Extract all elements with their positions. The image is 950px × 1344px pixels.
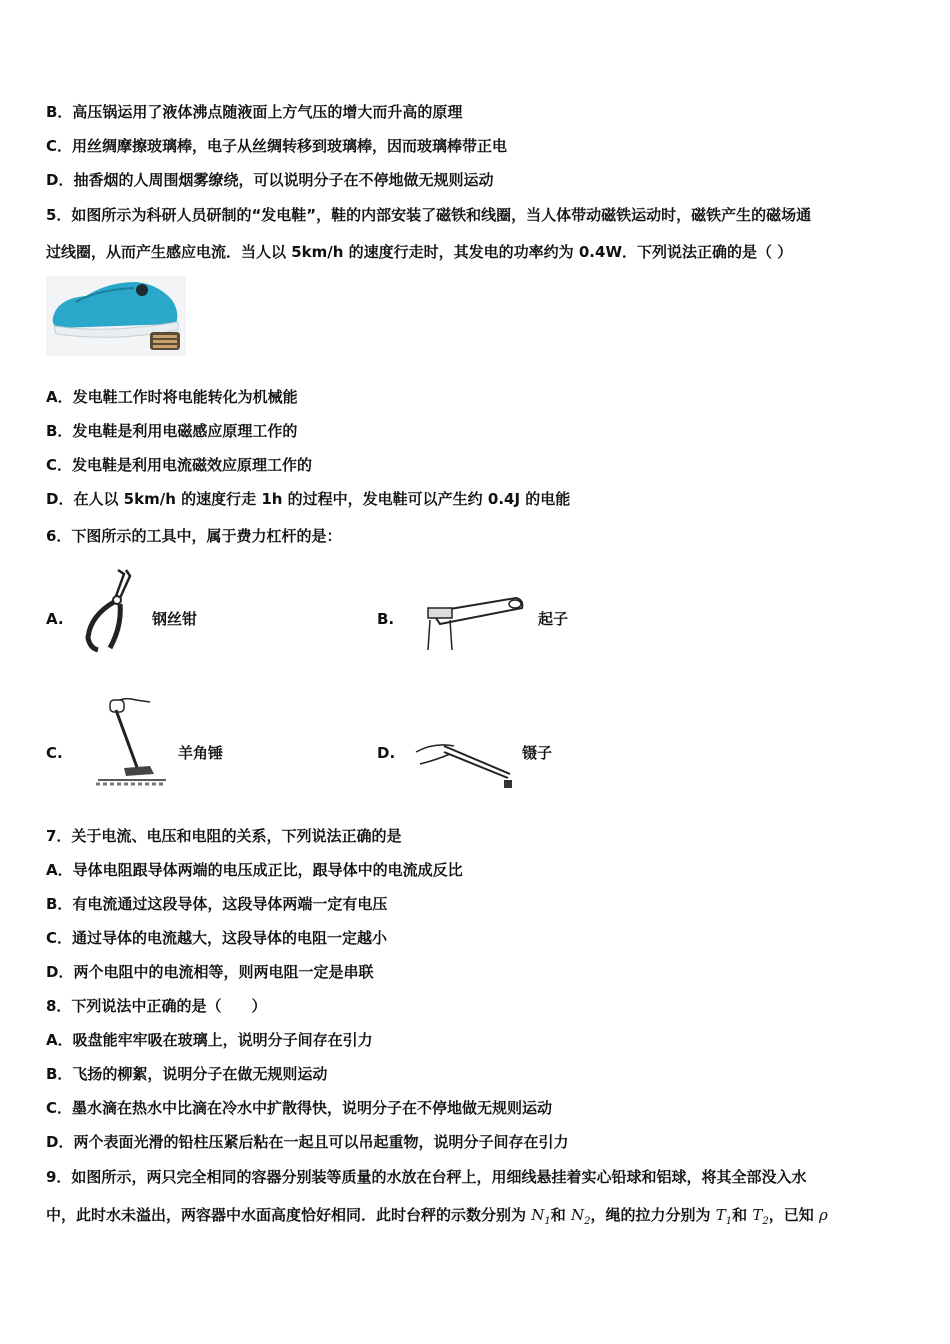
q5-option-b: B．发电鞋是利用电磁感应原理工作的 (46, 422, 298, 440)
q4-option-d: D．抽香烟的人周围烟雾缭绕，可以说明分子在不停地做无规则运动 (46, 171, 494, 189)
q6-option-a-name: 钢丝钳 (152, 610, 198, 628)
var-n2-sub: 2 (584, 1216, 591, 1227)
q5-option-a: A．发电鞋工作时将电能转化为机械能 (46, 388, 298, 406)
q7-option-b: B．有电流通过这段导体，这段导体两端一定有电压 (46, 895, 388, 913)
q8-option-c: C．墨水滴在热水中比滴在冷水中扩散得快，说明分子在不停地做无规则运动 (46, 1099, 553, 1117)
q9-text-post: ，已知 (768, 1206, 819, 1224)
var-t1-sub: 1 (725, 1216, 733, 1227)
q8-option-b: B．飞扬的柳絮，说明分子在做无规则运动 (46, 1065, 328, 1083)
var-t2-sub: 2 (762, 1216, 769, 1227)
var-rho: ρ (818, 1206, 828, 1224)
q6-option-d-letter: D. (377, 744, 396, 762)
claw-hammer-figure (96, 690, 168, 790)
q5-option-d: D．在人以 5km/h 的速度行走 1h 的过程中，发电鞋可以产生约 0.4J 的电能 (46, 490, 571, 508)
pliers-figure (80, 566, 140, 656)
q4-option-c: C．用丝绸摩擦玻璃棒，电子从丝绸转移到玻璃棒，因而玻璃棒带正电 (46, 137, 508, 155)
q4-option-b: B．高压锅运用了液体沸点随液面上方气压的增大而升高的原理 (46, 103, 463, 121)
q8-stem: 8．下列说法中正确的是（ ） (46, 997, 267, 1015)
q5-stem-line2: 过线圈，从而产生感应电流．当人以 5km/h 的速度行走时，其发电的功率约为 0.4W．下列说法正确的是（ ） (46, 243, 793, 261)
q6-option-c-name: 羊角锤 (178, 744, 224, 762)
q9-stem-line1: 9．如图所示，两只完全相同的容器分别装等质量的水放在台秤上，用细线悬挂着实心铅球和铝球，将其全部没入水 (46, 1168, 807, 1186)
q9-stem-line2 (46, 1205, 828, 1232)
q6-option-d-name: 镊子 (522, 744, 553, 762)
q6-option-b-name: 起子 (538, 610, 569, 628)
tweezers-figure (414, 730, 520, 792)
q7-option-c: C．通过导体的电流越大，这段导体的电阻一定越小 (46, 929, 388, 947)
q7-option-d: D．两个电阻中的电流相等，则两电阻一定是串联 (46, 963, 374, 981)
q7-option-a: A．导体电阻跟导体两端的电压成正比，跟导体中的电流成反比 (46, 861, 463, 879)
q8-option-d: D．两个表面光滑的铅柱压紧后粘在一起且可以吊起重物，说明分子间存在引力 (46, 1133, 569, 1151)
var-n1-sub: 1 (544, 1216, 551, 1227)
var-t1 (715, 1206, 733, 1227)
q6-option-c-letter: C. (46, 744, 63, 762)
q6-stem: 6．下图所示的工具中，属于费力杠杆的是： (46, 527, 342, 545)
q6-option-a-letter: A. (46, 610, 64, 628)
q6-option-b-letter: B. (377, 610, 395, 628)
q9-text-and1: 和 (550, 1206, 571, 1224)
q8-option-a: A．吸盘能牢牢吸在玻璃上，说明分子间存在引力 (46, 1031, 373, 1049)
q7-stem: 7．关于电流、电压和电阻的关系，下列说法正确的是 (46, 827, 402, 845)
bottle-opener-figure (422, 594, 526, 650)
q9-text-pre: 中，此时水未溢出，两容器中水面高度恰好相同．此时台秤的示数分别为 (46, 1206, 532, 1224)
var-t2-letter: T (752, 1206, 763, 1224)
var-n2 (570, 1206, 591, 1227)
var-n1 (531, 1206, 551, 1227)
power-shoe-figure (46, 276, 186, 356)
var-n1-letter: N (531, 1206, 545, 1224)
var-t2 (752, 1206, 769, 1227)
q5-stem-line1: 5．如图所示为科研人员研制的“发电鞋”，鞋的内部安装了磁铁和线圈，当人体带动磁铁运动时，磁铁产生的磁场通 (46, 206, 812, 224)
var-t1-letter: T (715, 1206, 726, 1224)
q9-text-and2: 和 (732, 1206, 753, 1224)
var-n2-letter: N (570, 1206, 585, 1224)
q9-text-mid: ，绳的拉力分别为 (590, 1206, 716, 1224)
q5-option-c: C．发电鞋是利用电流磁效应原理工作的 (46, 456, 313, 474)
